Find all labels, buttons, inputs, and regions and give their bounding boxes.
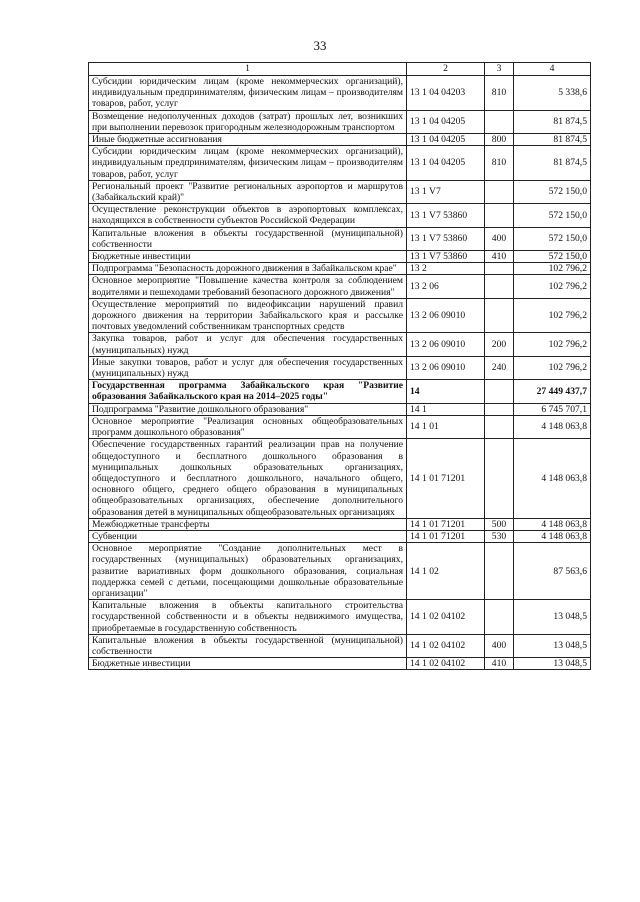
row-code-cell: 13 2 06 09010 xyxy=(407,298,485,333)
row-name-cell: Основное мероприятие "Реализация основных общеобразовательных программ дошкольного образования" xyxy=(89,415,407,438)
row-code-cell: 14 1 01 xyxy=(407,415,485,438)
row-expense-type-cell xyxy=(485,543,514,600)
row-name-cell: Межбюджетные трансферты xyxy=(89,518,407,530)
row-expense-type-cell: 410 xyxy=(485,251,514,263)
row-code-cell: 13 1 V7 53860 xyxy=(407,251,485,263)
row-name-cell: Субсидии юридическим лицам (кроме некоммерческих организаций), индивидуальным предпринимателям, физическим лицам – производителям товаров, работ, услуг xyxy=(89,76,407,111)
row-code-cell: 13 2 06 09010 xyxy=(407,333,485,356)
row-name-cell: Региональный проект "Развитие региональных аэропортов и маршрутов (Забайкальский край)" xyxy=(89,180,407,203)
table-row xyxy=(89,251,591,263)
table-row xyxy=(89,518,591,530)
row-code-cell: 14 1 02 04102 xyxy=(407,634,485,657)
header-row xyxy=(89,63,591,76)
row-code-cell: 13 1 04 04205 xyxy=(407,134,485,146)
row-code-cell: 14 1 xyxy=(407,403,485,415)
row-code-cell: 13 1 04 04203 xyxy=(407,76,485,111)
row-expense-type-cell xyxy=(485,204,514,227)
row-expense-type-cell: 810 xyxy=(485,146,514,181)
table-row xyxy=(89,658,591,670)
row-name-cell: Иные закупки товаров, работ и услуг для обеспечения государственных (муниципальных) нужд xyxy=(89,356,407,379)
row-sum-cell: 572 150,0 xyxy=(514,204,591,227)
table-row xyxy=(89,110,591,133)
table-row xyxy=(89,600,591,635)
row-expense-type-cell: 530 xyxy=(485,530,514,542)
row-name-cell: Капитальные вложения в объекты государственной (муниципальной) собственности xyxy=(89,227,407,250)
row-sum-cell: 13 048,5 xyxy=(514,600,591,635)
row-name-cell: Иные бюджетные ассигнования xyxy=(89,134,407,146)
row-sum-cell: 102 796,2 xyxy=(514,333,591,356)
row-code-cell: 13 2 xyxy=(407,263,485,275)
row-name-cell: Закупка товаров, работ и услуг для обеспечения государственных (муниципальных) нужд xyxy=(89,333,407,356)
row-expense-type-cell xyxy=(485,380,514,403)
table-body xyxy=(89,76,591,670)
row-name-cell: Бюджетные инвестиции xyxy=(89,251,407,263)
table-row xyxy=(89,543,591,600)
row-sum-cell: 81 874,5 xyxy=(514,110,591,133)
row-expense-type-cell xyxy=(485,180,514,203)
row-name-cell: Основное мероприятие "Повышение качества контроля за соблюдением водителями и пешеходами требований безопасного дорожного движения" xyxy=(89,275,407,298)
row-expense-type-cell xyxy=(485,275,514,298)
row-sum-cell: 27 449 437,7 xyxy=(514,380,591,403)
row-code-cell: 14 xyxy=(407,380,485,403)
row-expense-type-cell: 200 xyxy=(485,333,514,356)
row-expense-type-cell: 400 xyxy=(485,227,514,250)
row-sum-cell: 102 796,2 xyxy=(514,356,591,379)
row-expense-type-cell xyxy=(485,110,514,133)
row-expense-type-cell: 800 xyxy=(485,134,514,146)
table-row xyxy=(89,180,591,203)
row-expense-type-cell xyxy=(485,600,514,635)
row-sum-cell: 81 874,5 xyxy=(514,134,591,146)
table-row xyxy=(89,146,591,181)
row-expense-type-cell: 500 xyxy=(485,518,514,530)
row-sum-cell: 87 563,6 xyxy=(514,543,591,600)
row-name-cell: Капитальные вложения в объекты капитального строительства государственной собственности и в объекты недвижимого имущества, приобретаемые в государственную собственность xyxy=(89,600,407,635)
row-name-cell: Обеспечение государственных гарантий реализации прав на получение общедоступного и бесплатного дошкольного образования в муниципальных дошкольных образовательных организациях, общедоступного и бесплатного дошкольного, начального общего, основного общего, среднего общего образования в муниципальных общеобразовательных организациях, обеспечение дополнительного образования детей в муниципальных общеобразовательных организациях xyxy=(89,439,407,518)
row-expense-type-cell: 410 xyxy=(485,658,514,670)
row-code-cell: 14 1 02 04102 xyxy=(407,658,485,670)
header-cell-3: 3 xyxy=(485,63,514,76)
table-row xyxy=(89,76,591,111)
row-sum-cell: 572 150,0 xyxy=(514,227,591,250)
row-sum-cell: 102 796,2 xyxy=(514,263,591,275)
row-expense-type-cell: 400 xyxy=(485,634,514,657)
row-name-cell: Бюджетные инвестиции xyxy=(89,658,407,670)
table-row xyxy=(89,134,591,146)
table-row xyxy=(89,530,591,542)
row-name-cell: Государственная программа Забайкальского края "Развитие образования Забайкальского края на 2014–2025 годы" xyxy=(89,380,407,403)
row-sum-cell: 13 048,5 xyxy=(514,658,591,670)
table-row xyxy=(89,204,591,227)
table-row xyxy=(89,634,591,657)
row-expense-type-cell xyxy=(485,415,514,438)
row-name-cell: Подпрограмма "Безопасность дорожного движения в Забайкальском крае" xyxy=(89,263,407,275)
row-name-cell: Субвенции xyxy=(89,530,407,542)
header-cell-4: 4 xyxy=(514,63,591,76)
row-sum-cell: 572 150,0 xyxy=(514,251,591,263)
row-expense-type-cell xyxy=(485,403,514,415)
row-name-cell: Капитальные вложения в объекты государственной (муниципальной) собственности xyxy=(89,634,407,657)
row-sum-cell: 4 148 063,8 xyxy=(514,518,591,530)
row-sum-cell: 4 148 063,8 xyxy=(514,439,591,518)
row-code-cell: 14 1 01 71201 xyxy=(407,439,485,518)
row-sum-cell: 4 148 063,8 xyxy=(514,415,591,438)
row-sum-cell: 572 150,0 xyxy=(514,180,591,203)
row-name-cell: Подпрограмма "Развитие дошкольного образования" xyxy=(89,403,407,415)
row-code-cell: 13 2 06 xyxy=(407,275,485,298)
row-sum-cell: 13 048,5 xyxy=(514,634,591,657)
row-expense-type-cell: 810 xyxy=(485,76,514,111)
table-row xyxy=(89,439,591,518)
table-row xyxy=(89,356,591,379)
row-name-cell: Осуществление реконструкции объектов в аэропортовых комплексах, находящихся в собственности субъектов Российской Федерации xyxy=(89,204,407,227)
row-sum-cell: 102 796,2 xyxy=(514,275,591,298)
row-name-cell: Осуществление мероприятий по видеофиксации нарушений правил дорожного движения на территории Забайкальского края и рассылке почтовых уведомлений собственникам транспортных средств xyxy=(89,298,407,333)
page-number: 33 xyxy=(313,38,327,53)
header-cell-1: 1 xyxy=(89,63,407,76)
row-code-cell: 14 1 01 71201 xyxy=(407,530,485,542)
table-row xyxy=(89,415,591,438)
row-name-cell: Возмещение недополученных доходов (затрат) прошлых лет, возникших при выполнении перевозок пригородным железнодорожным транспортом xyxy=(89,110,407,133)
row-code-cell: 13 1 04 04205 xyxy=(407,146,485,181)
row-code-cell: 14 1 02 xyxy=(407,543,485,600)
table-row xyxy=(89,298,591,333)
budget-table xyxy=(88,62,591,670)
row-expense-type-cell xyxy=(485,439,514,518)
row-code-cell: 13 1 04 04205 xyxy=(407,110,485,133)
row-code-cell: 13 1 V7 xyxy=(407,180,485,203)
table-row xyxy=(89,275,591,298)
row-sum-cell: 81 874,5 xyxy=(514,146,591,181)
table-row xyxy=(89,380,591,403)
row-code-cell: 13 1 V7 53860 xyxy=(407,227,485,250)
table-row xyxy=(89,227,591,250)
row-code-cell: 14 1 01 71201 xyxy=(407,518,485,530)
table-header xyxy=(89,63,591,76)
row-name-cell: Основное мероприятие "Создание дополнительных мест в государственных (муниципальных) образовательных организациях, развитие вариативных форм дошкольного образования, социальная поддержка семей с детьми, посещающими дошкольные образовательные организации" xyxy=(89,543,407,600)
row-expense-type-cell: 240 xyxy=(485,356,514,379)
row-expense-type-cell xyxy=(485,263,514,275)
row-name-cell: Субсидии юридическим лицам (кроме некоммерческих организаций), индивидуальным предпринимателям, физическим лицам – производителям товаров, работ, услуг xyxy=(89,146,407,181)
row-sum-cell: 6 745 707,1 xyxy=(514,403,591,415)
table-row xyxy=(89,403,591,415)
table-row xyxy=(89,333,591,356)
row-code-cell: 13 2 06 09010 xyxy=(407,356,485,379)
row-code-cell: 13 1 V7 53860 xyxy=(407,204,485,227)
row-sum-cell: 5 338,6 xyxy=(514,76,591,111)
row-sum-cell: 102 796,2 xyxy=(514,298,591,333)
row-expense-type-cell xyxy=(485,298,514,333)
table-row xyxy=(89,263,591,275)
row-code-cell: 14 1 02 04102 xyxy=(407,600,485,635)
header-cell-2: 2 xyxy=(407,63,485,76)
row-sum-cell: 4 148 063,8 xyxy=(514,530,591,542)
